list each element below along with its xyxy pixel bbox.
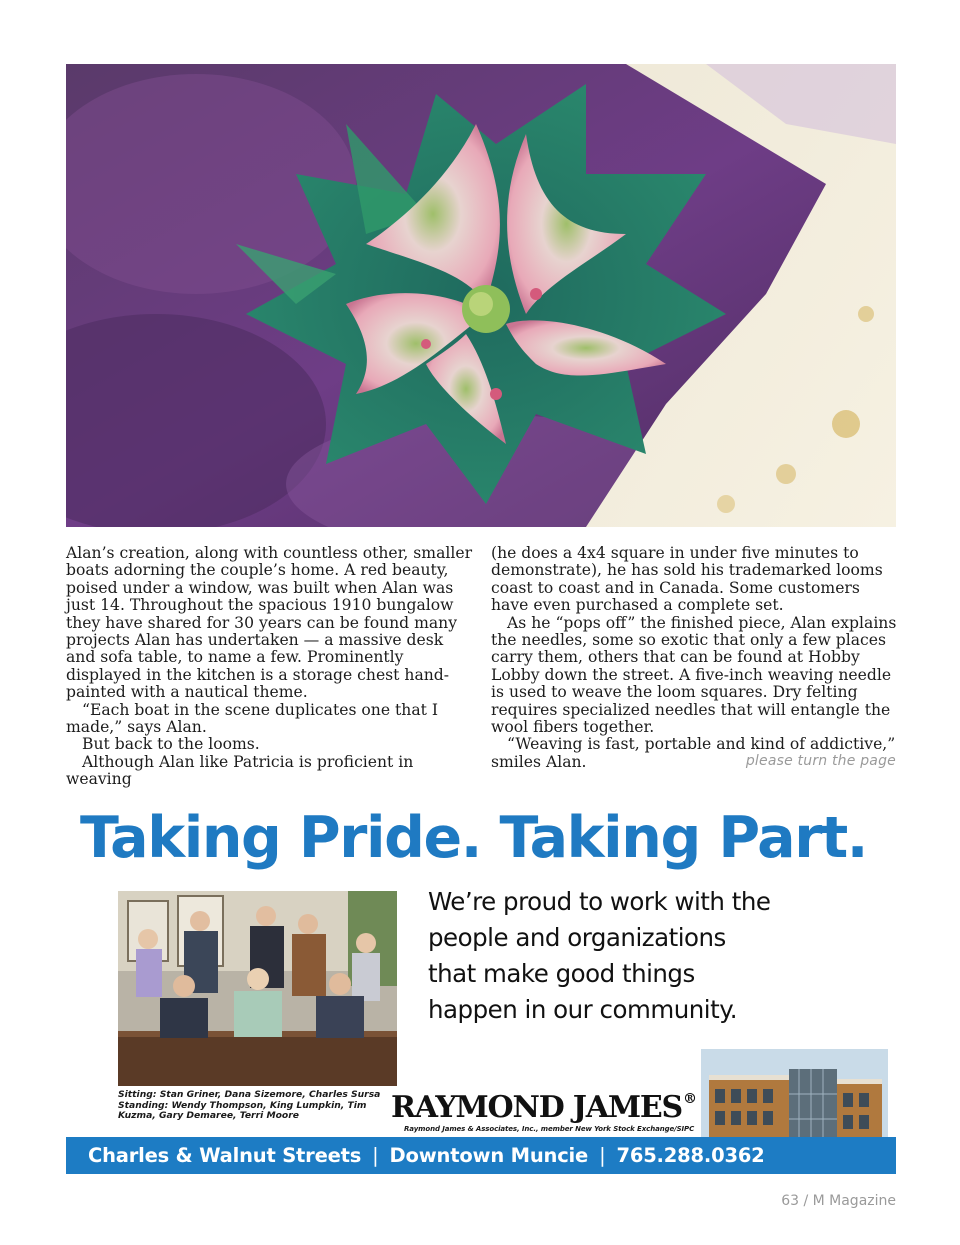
tagline-line: that make good things <box>428 959 695 988</box>
ad-headline: Taking Pride. Taking Part. <box>80 805 868 871</box>
address-line <box>88 1137 765 1174</box>
street-address: Charles & Walnut Streets <box>88 1144 362 1167</box>
continue-note: please turn the page <box>745 753 896 769</box>
phone-number[interactable]: 765.288.0362 <box>616 1144 765 1167</box>
article-paragraph: Although Alan like Patricia is proficient in weaving <box>66 752 414 789</box>
article-paragraph: But back to the looms. <box>82 735 260 754</box>
team-group-photo <box>118 891 397 1086</box>
article-left-column <box>66 545 476 789</box>
felted-flower-photo <box>66 64 896 527</box>
registered-mark: ® <box>682 1091 696 1107</box>
tagline-line: happen in our community. <box>428 995 737 1024</box>
raymond-james-logo <box>391 1089 701 1127</box>
article-paragraph: Alan’s creation, along with countless other, smaller boats adorning the couple’s home. A red beauty, poised under a window, was built when Alan was just 14. Throughout the spacious 1910 bungalow they have shared for 30 years can be found many projects Alan has undertaken — a massive desk and sofa table, to name a few. Prominently displayed in the kitchen is a storage chest hand-painted with a nautical theme. <box>66 544 473 702</box>
city-location: Downtown Muncie <box>389 1144 589 1167</box>
logo-text: RAYMOND JAMES <box>391 1090 682 1125</box>
separator: | <box>599 1144 606 1167</box>
tagline-line: We’re proud to work with the <box>428 887 771 916</box>
article-paragraph: As he “pops off” the finished piece, Alan explains the needles, some so exotic that only a few places carry them, others that can be found at Hobby Lobby down the street. A five-inch weaving needle is used to weave the loom squares. Dry felting requires specialized needles that will entangle the wool fibers together. <box>491 613 897 737</box>
tagline-line: people and organizations <box>428 923 726 952</box>
article-paragraph: “Weaving is fast, portable and kind of addictive,” smiles Alan. <box>491 735 896 771</box>
caption-line: Kuzma, Gary Demaree, Terri Moore <box>118 1110 299 1121</box>
caption-line: Sitting: Stan Griner, Dana Sizemore, Charles Sursa <box>118 1089 381 1100</box>
page-folio: 63 / M Magazine <box>781 1193 896 1209</box>
article-paragraph: (he does a 4x4 square in under five minutes to demonstrate), he has sold his trademarked looms coast to coast and in Canada. Some customers have even purchased a complete set. <box>491 544 883 615</box>
address-bar <box>66 1137 896 1174</box>
caption-line: Standing: Wendy Thompson, King Lumpkin, Tim <box>118 1099 367 1111</box>
ad-tagline <box>428 884 848 1028</box>
article-right-column <box>491 545 901 771</box>
separator: | <box>372 1144 379 1167</box>
legal-line: Raymond James & Associates, Inc., member New York Stock Exchange/SIPC <box>404 1125 695 1133</box>
article-paragraph: “Each boat in the scene duplicates one that I made,” says Alan. <box>66 700 439 737</box>
photo-caption <box>118 1090 388 1122</box>
